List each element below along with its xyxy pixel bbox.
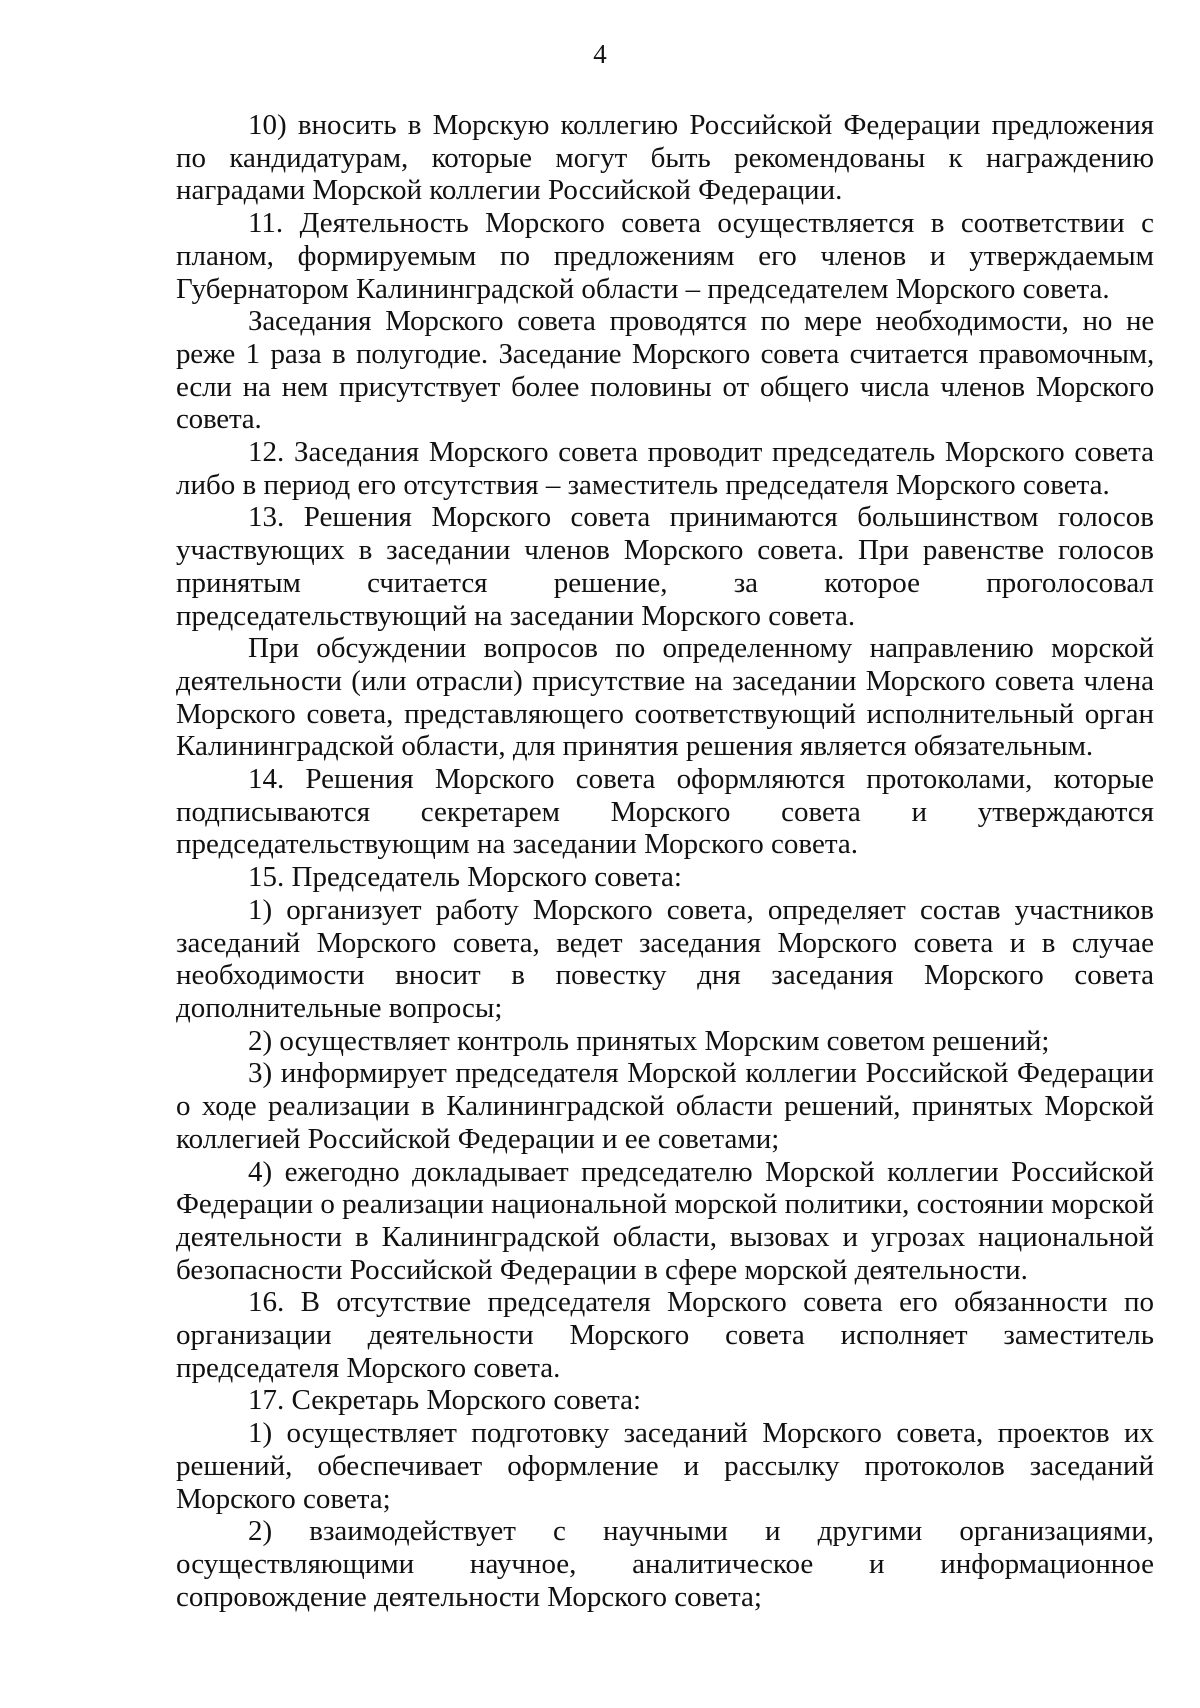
paragraph-section-11: 11. Деятельность Морского совета осуществляется в соответствии с планом, формируемым по предложениям его членов и утверждаемым Губернатором Калининградской области – председателем Морского совета. [176,207,1154,305]
paragraph-section-12: 12. Заседания Морского совета проводит председатель Морского совета либо в период его отсутствия – заместитель председателя Морского совета. [176,436,1154,501]
paragraph-chairman-duty-2: 2) осуществляет контроль принятых Морским советом решений; [248,1024,1050,1057]
paragraph-meetings-frequency: Заседания Морского совета проводятся по мере необходимости, но не реже 1 раза в полугодие. Заседание Морского совета считается правомочным, если на нем присутствует более половины от общего числа членов Морского совета. [176,305,1154,436]
paragraph-secretary-duty-1: 1) осуществляет подготовку заседаний Морского совета, проектов их решений, обеспечивает оформление и рассылку протоколов заседаний Морского совета; [176,1417,1154,1515]
paragraph-section-17-heading: 17. Секретарь Морского совета: [248,1384,642,1417]
paragraph-section-14: 14. Решения Морского совета оформляются протоколами, которые подписываются секретарем Морского совета и утверждаются председательствующим на заседании Морского совета. [176,763,1154,861]
paragraph-chairman-duty-3: 3) информирует председателя Морской коллегии Российской Федерации о ходе реализации в Калининградской области решений, принятых Морской коллегией Российской Федерации и ее советами; [176,1057,1154,1155]
paragraph-discussion-attendance: При обсуждении вопросов по определенному направлению морской деятельности (или отрасли) присутствие на заседании Морского совета члена Морского совета, представляющего соответствующий исполнительный орган Калининградской области, для принятия решения является обязательным. [176,632,1154,763]
paragraph-section-13: 13. Решения Морского совета принимаются большинством голосов участвующих в заседании членов Морского совета. При равенстве голосов принятым считается решение, за которое проголосовал председательствующий на заседании Морского совета. [176,501,1154,632]
paragraph-item-10: 10) вносить в Морскую коллегию Российской Федерации предложения по кандидатурам, которые могут быть рекомендованы к награждению наградами Морской коллегии Российской Федерации. [176,109,1154,207]
page-number: 4 [593,39,607,69]
paragraph-secretary-duty-2: 2) взаимодействует с научными и другими организациями, осуществляющими научное, аналитическое и информационное сопровождение деятельности Морского совета; [176,1515,1154,1613]
paragraph-section-16: 16. В отсутствие председателя Морского совета его обязанности по организации деятельности Морского совета исполняет заместитель председателя Морского совета. [176,1286,1154,1384]
paragraph-section-15-heading: 15. Председатель Морского совета: [248,861,682,894]
paragraph-chairman-duty-1: 1) организует работу Морского совета, определяет состав участников заседаний Морского совета, ведет заседания Морского совета и в случае необходимости вносит в повестку дня заседания Морского совета дополнительные вопросы; [176,893,1154,1024]
document-body [176,109,1154,1613]
paragraph-chairman-duty-4: 4) ежегодно докладывает председателю Морской коллегии Российской Федерации о реализации национальной морской политики, состоянии морской деятельности в Калининградской области, вызовах и угрозах национальной безопасности Российской Федерации в сфере морской деятельности. [176,1155,1154,1286]
